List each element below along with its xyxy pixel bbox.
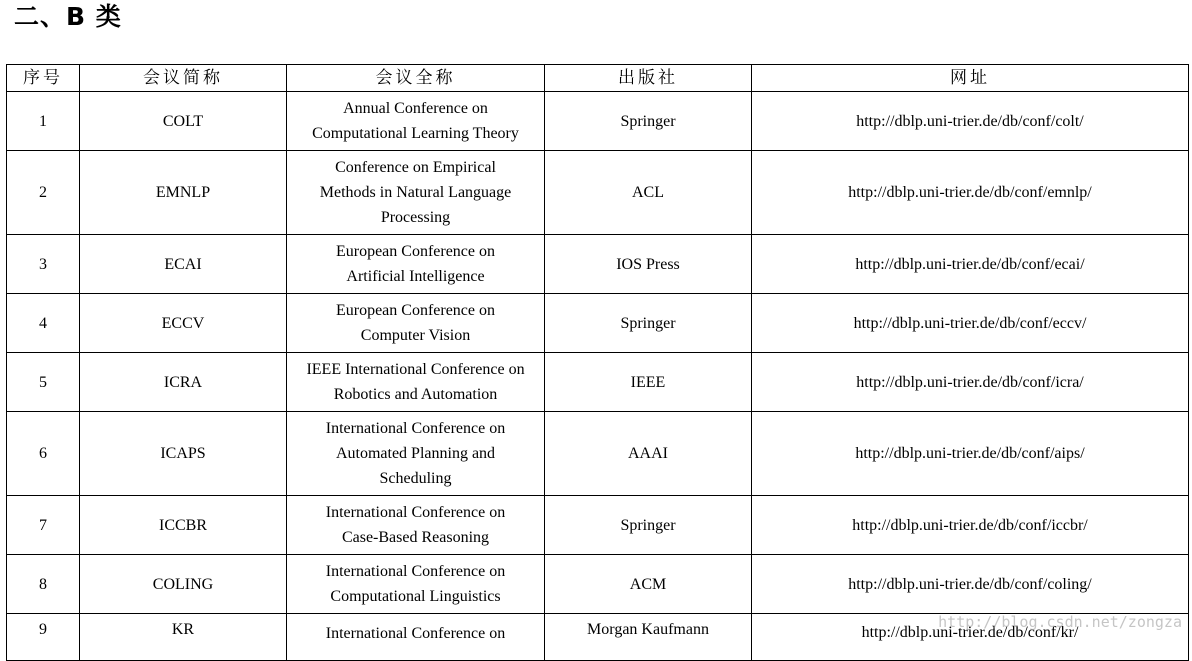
cell-abbreviation: KR	[80, 614, 287, 661]
full-name-line: Computational Learning Theory	[312, 125, 519, 142]
cell-abbreviation: ICRA	[80, 353, 287, 412]
cell-url[interactable]: http://dblp.uni-trier.de/db/conf/icra/	[752, 353, 1189, 412]
full-name-line: Case-Based Reasoning	[341, 529, 490, 546]
cell-abbreviation: COLING	[80, 555, 287, 614]
table-row	[7, 353, 1189, 412]
header-full-name: 会议全称	[287, 65, 545, 92]
cell-publisher: IEEE	[545, 353, 752, 412]
cell-index: 8	[7, 555, 80, 614]
cell-url[interactable]: http://dblp.uni-trier.de/db/conf/ecai/	[752, 235, 1189, 294]
full-name-line: International Conference on	[325, 625, 506, 642]
header-url: 网址	[752, 65, 1189, 92]
cell-url[interactable]: http://dblp.uni-trier.de/db/conf/colt/	[752, 92, 1189, 151]
cell-publisher: Springer	[545, 294, 752, 353]
table-row	[7, 555, 1189, 614]
watermark: http://blog.csdn.net/zongza	[938, 613, 1182, 631]
full-name-line: European Conference on	[335, 243, 496, 260]
conference-table	[6, 64, 1189, 661]
full-name-line: Computational Linguistics	[330, 588, 501, 605]
full-name-line: Robotics and Automation	[333, 386, 498, 403]
cell-index: 3	[7, 235, 80, 294]
table-row	[7, 496, 1189, 555]
cell-publisher: ACM	[545, 555, 752, 614]
full-name-line: International Conference on	[325, 563, 506, 580]
cell-full-name	[287, 614, 545, 661]
cell-publisher: Morgan Kaufmann	[545, 614, 752, 661]
full-name-line: European Conference on	[335, 302, 496, 319]
cell-publisher: IOS Press	[545, 235, 752, 294]
cell-abbreviation: ECCV	[80, 294, 287, 353]
full-name-line: Artificial Intelligence	[346, 268, 485, 285]
full-name-line: Methods in Natural Language	[319, 184, 512, 201]
full-name-line: Processing	[380, 209, 451, 226]
cell-full-name	[287, 294, 545, 353]
cell-full-name	[287, 412, 545, 496]
full-name-line: IEEE International Conference on	[306, 361, 525, 378]
cell-publisher: ACL	[545, 151, 752, 235]
cell-url[interactable]: http://dblp.uni-trier.de/db/conf/iccbr/	[752, 496, 1189, 555]
table-header-row	[7, 65, 1189, 92]
header-abbreviation: 会议简称	[80, 65, 287, 92]
cell-abbreviation: COLT	[80, 92, 287, 151]
full-name-line: International Conference on	[325, 504, 506, 521]
full-name-line: Conference on Empirical	[335, 159, 496, 176]
cell-index: 4	[7, 294, 80, 353]
cell-abbreviation: ICAPS	[80, 412, 287, 496]
cell-url[interactable]: http://dblp.uni-trier.de/db/conf/kr/	[752, 614, 1189, 661]
cell-index: 5	[7, 353, 80, 412]
cell-url[interactable]: http://dblp.uni-trier.de/db/conf/emnlp/	[752, 151, 1189, 235]
full-name-line: Scheduling	[379, 470, 452, 487]
cell-url[interactable]: http://dblp.uni-trier.de/db/conf/aips/	[752, 412, 1189, 496]
cell-full-name	[287, 92, 545, 151]
cell-index: 2	[7, 151, 80, 235]
cell-publisher: Springer	[545, 92, 752, 151]
full-name-line: International Conference on	[325, 420, 506, 437]
cell-publisher: Springer	[545, 496, 752, 555]
cell-full-name	[287, 353, 545, 412]
cell-abbreviation: ICCBR	[80, 496, 287, 555]
table-row	[7, 235, 1189, 294]
cell-url[interactable]: http://dblp.uni-trier.de/db/conf/eccv/	[752, 294, 1189, 353]
table-row	[7, 294, 1189, 353]
cell-publisher: AAAI	[545, 412, 752, 496]
cell-full-name	[287, 555, 545, 614]
full-name-line: Annual Conference on	[343, 100, 488, 117]
table-row	[7, 151, 1189, 235]
cell-abbreviation: EMNLP	[80, 151, 287, 235]
header-index: 序号	[7, 65, 80, 92]
cell-full-name	[287, 496, 545, 555]
cell-index: 9	[7, 614, 80, 661]
cell-abbreviation: ECAI	[80, 235, 287, 294]
cell-index: 6	[7, 412, 80, 496]
full-name-line: Automated Planning and	[335, 445, 496, 462]
cell-index: 7	[7, 496, 80, 555]
header-publisher: 出版社	[545, 65, 752, 92]
table-row	[7, 412, 1189, 496]
cell-full-name	[287, 235, 545, 294]
table-row	[7, 92, 1189, 151]
section-title: 二、B 类	[14, 2, 122, 31]
cell-full-name	[287, 151, 545, 235]
cell-index: 1	[7, 92, 80, 151]
cell-url[interactable]: http://dblp.uni-trier.de/db/conf/coling/	[752, 555, 1189, 614]
full-name-line: Computer Vision	[360, 327, 471, 344]
